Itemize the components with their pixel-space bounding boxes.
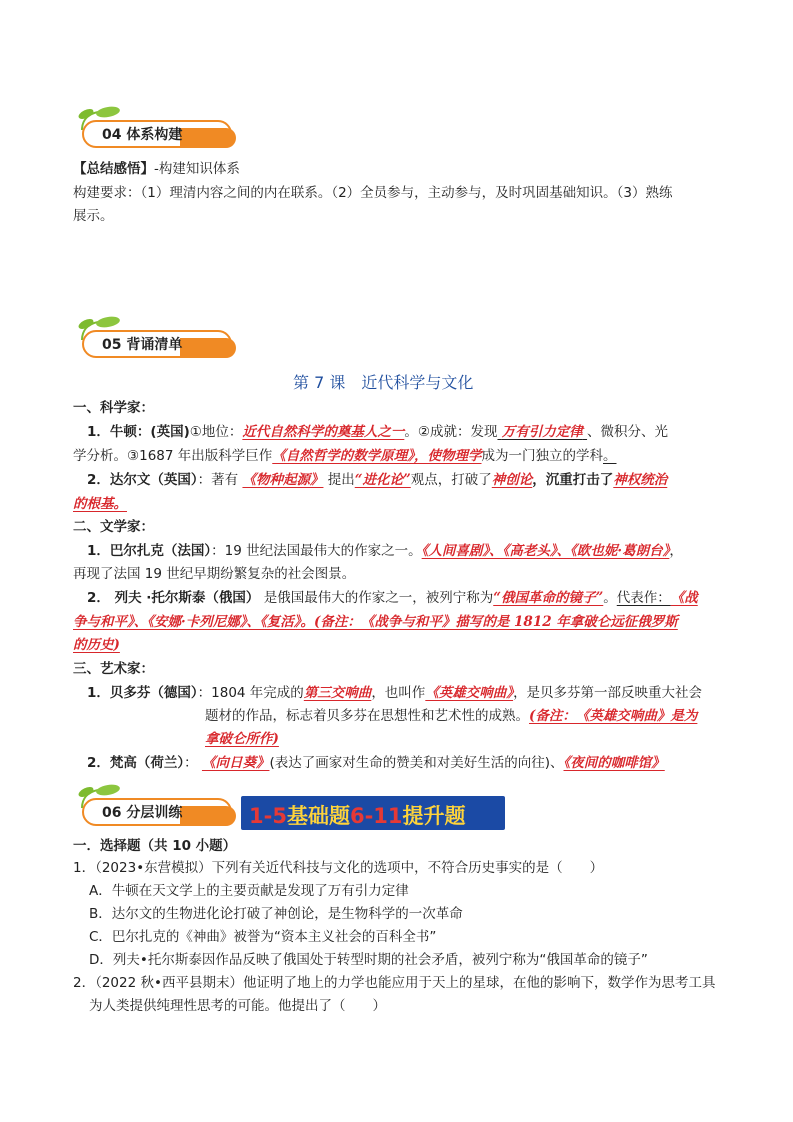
beethoven-line-2: 题材的作品，标志着贝多芬在思想性和艺术性的成熟。(备注：《英雄交响曲》是为: [205, 708, 698, 724]
requirement-line-2: 展示。: [73, 208, 114, 224]
heading-artists: 三、艺术家：: [73, 661, 154, 677]
section-header-06: [72, 790, 242, 830]
balzac-line-1: 1．巴尔扎克（法国）：19 世纪法国最伟大的作家之一。《人间喜剧》、《高老头》、《欧也妮·葛朗台》，: [87, 543, 683, 559]
heading-choice: 一．选择题（共 10 小题）: [73, 838, 237, 854]
beethoven-line-3: 拿破仑所作): [205, 731, 279, 747]
question-2-line-1: 2．（2022 秋•西平县期末）他证明了地上的力学也能应用于天上的星球，在他的影响下，数学作为思考工具: [73, 975, 716, 991]
heading-writers: 二、文学家：: [73, 519, 154, 535]
balzac-line-2: 再现了法国 19 世纪早期纷繁复杂的社会图景。: [73, 566, 356, 582]
lesson-title: 第 7 课 近代科学与文化: [293, 373, 474, 392]
section-title: 06 分层训练: [102, 805, 183, 821]
darwin-line-2: 的根基。: [73, 496, 127, 512]
section-header-04: [72, 112, 242, 152]
tolstoy-line-3: 的历史): [73, 637, 120, 653]
q1-option-b: B．达尔文的生物进化论打破了神创论，是生物科学的一次革命: [89, 906, 463, 922]
question-1: 1．（2023•东营模拟）下列有关近代科技与文化的选项中，不符合历史事实的是（ ）: [73, 860, 604, 876]
tolstoy-line-2: 争与和平》、《安娜·卡列尼娜》、《复活》。(备注：《战争与和平》描写的是 1812 年拿破仑远征俄罗斯: [73, 614, 678, 630]
newton-line-1: 1．牛顿：(英国)①地位：近代自然科学的奠基人之一。②成就：发现 万有引力定律 、微积分、光: [87, 424, 669, 440]
difficulty-banner: 1-5基础题6-11提升题: [241, 796, 505, 830]
tolstoy-line-1: 2． 列夫 ·托尔斯泰（俄国） 是俄国最伟大的作家之一，被列宁称为“俄国革命的镜子”。代表作：《战: [87, 590, 698, 606]
question-2-line-2: 为人类提供纯理性思考的可能。他提出了（ ）: [89, 998, 386, 1014]
q1-option-d: D．列夫•托尔斯泰因作品反映了俄国处于转型时期的社会矛盾，被列宁称为“俄国革命的镜子”: [89, 952, 648, 968]
section-header-05: [72, 322, 242, 362]
newton-line-2: 学分析。③1687 年出版科学巨作《自然哲学的数学原理》，使物理学成为一门独立的学科。: [73, 448, 617, 464]
darwin-line-1: 2．达尔文（英国）：著有 《物种起源》 提出“进化论”观点，打破了神创论，沉重打击了神权统治: [87, 472, 668, 488]
heading-scientists: 一、科学家：: [73, 400, 154, 416]
q1-option-c: C．巴尔扎克的《神曲》被誉为“资本主义社会的百科全书”: [89, 929, 437, 945]
q1-option-a: A．牛顿在天文学上的主要贡献是发现了万有引力定律: [89, 883, 409, 899]
summary-line: 【总结感悟】-构建知识体系: [73, 161, 240, 177]
vangogh-line: 2．梵高（荷兰）： 《向日葵》(表达了画家对生命的赞美和对美好生活的向往)、《夜间的咖啡馆》: [87, 755, 665, 771]
section-title: 05 背诵清单: [102, 337, 183, 353]
requirement-line-1: 构建要求：（1）理清内容之间的内在联系。（2）全员参与，主动参与，及时巩固基础知识。（3）熟练: [73, 185, 673, 201]
section-title: 04 体系构建: [102, 127, 183, 143]
beethoven-line-1: 1．贝多芬（德国）：1804 年完成的第三交响曲，也叫作《英雄交响曲》，是贝多芬第一部反映重大社会: [87, 685, 703, 701]
